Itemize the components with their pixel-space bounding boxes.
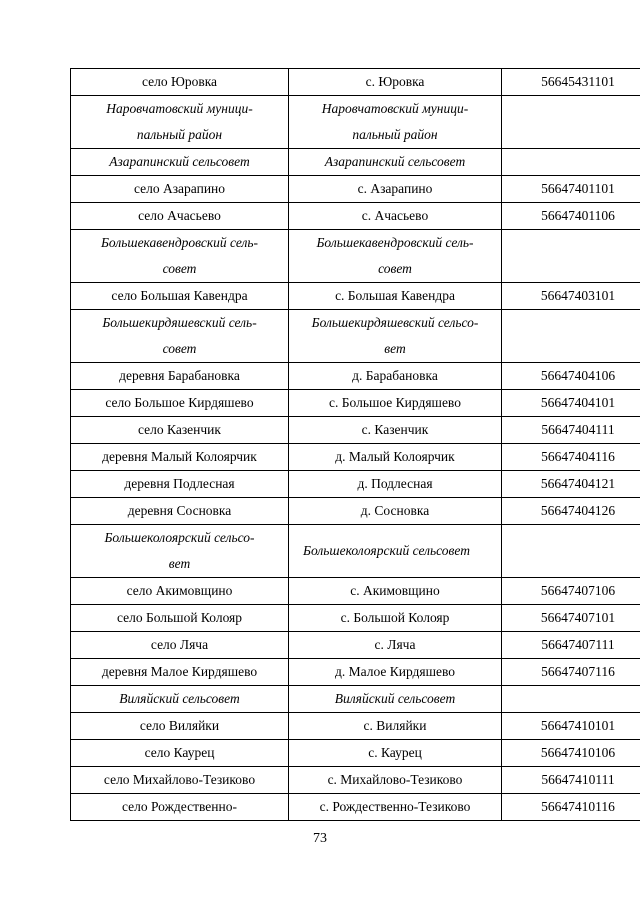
cell-text-line: Наровчатовский муници- — [106, 101, 253, 116]
table-row — [71, 767, 640, 794]
settlement-short-name-cell — [289, 686, 502, 713]
table-section-header-row — [71, 686, 640, 713]
table-section-header-row — [71, 149, 640, 176]
settlement-name-cell: село Ачасьево — [71, 203, 289, 230]
settlement-short-name-cell: с. Акимовщино — [289, 578, 502, 605]
oktmo-code-cell: 56647407111 — [502, 632, 640, 659]
settlement-name-cell: деревня Барабановка — [71, 363, 289, 390]
settlement-name-cell — [71, 149, 289, 176]
oktmo-code-cell: 56647401106 — [502, 203, 640, 230]
cell-text-line: пальный район — [352, 127, 438, 142]
cell-text-line: Азарапинский сельсовет — [324, 154, 466, 169]
settlement-name-cell: деревня Малый Колоярчик — [71, 444, 289, 471]
settlement-name-cell — [71, 96, 289, 149]
cell-text-line: Большекирдяшевский сельсо- — [311, 315, 479, 330]
settlement-name-cell: село Юровка — [71, 69, 289, 96]
settlement-name-cell: село Каурец — [71, 740, 289, 767]
page-number: 73 — [313, 831, 327, 846]
settlement-name-cell: село Большой Колояр — [71, 605, 289, 632]
cell-text-line: вет — [168, 556, 191, 571]
oktmo-code-cell: 56647403101 — [502, 283, 640, 310]
table-row — [71, 713, 640, 740]
oktmo-code-cell: 56647407106 — [502, 578, 640, 605]
settlement-short-name-cell: с. Казенчик — [289, 417, 502, 444]
oktmo-code-cell: 56647410101 — [502, 713, 640, 740]
settlement-short-name-cell: с. Азарапино — [289, 176, 502, 203]
settlement-short-name-cell: д. Малый Колоярчик — [289, 444, 502, 471]
settlement-short-name-cell: д. Сосновка — [289, 498, 502, 525]
cell-text-line: совет — [378, 261, 412, 276]
settlement-short-name-cell — [289, 525, 502, 578]
oktmo-code-cell: 56647404106 — [502, 363, 640, 390]
table-row — [71, 794, 640, 821]
settlement-short-name-cell: с. Большая Кавендра — [289, 283, 502, 310]
settlement-short-name-cell: д. Подлесная — [289, 471, 502, 498]
oktmo-code-cell — [502, 230, 640, 283]
oktmo-code-cell: 56647404111 — [502, 417, 640, 444]
settlement-short-name-cell: с. Большое Кирдяшево — [289, 390, 502, 417]
oktmo-code-cell: 56647407101 — [502, 605, 640, 632]
cell-text-line: Азарапинский сельсовет — [109, 154, 250, 169]
settlement-short-name-cell: д. Малое Кирдяшево — [289, 659, 502, 686]
table-body — [71, 69, 640, 821]
table-row — [71, 740, 640, 767]
settlement-name-cell — [71, 525, 289, 578]
table-row — [71, 363, 640, 390]
table-section-header-row — [71, 310, 640, 363]
settlement-short-name-cell: с. Михайлово-Тезиково — [289, 767, 502, 794]
settlement-short-name-cell: д. Барабановка — [289, 363, 502, 390]
settlement-short-name-cell: с. Рождественно-Тезиково — [289, 794, 502, 821]
settlement-name-cell: село Виляйки — [71, 713, 289, 740]
table-row — [71, 390, 640, 417]
table-row — [71, 605, 640, 632]
oktmo-code-cell — [502, 310, 640, 363]
settlement-name-cell: село Большая Кавендра — [71, 283, 289, 310]
settlement-name-cell: село Рождественно- — [71, 794, 289, 821]
oktmo-code-cell: 56647404126 — [502, 498, 640, 525]
table-row — [71, 176, 640, 203]
oktmo-code-cell: 56647407116 — [502, 659, 640, 686]
oktmo-code-cell — [502, 525, 640, 578]
settlement-name-cell: деревня Малое Кирдяшево — [71, 659, 289, 686]
settlement-short-name-cell — [289, 230, 502, 283]
cell-text-line: Виляйский сельсовет — [119, 691, 240, 706]
settlement-short-name-cell: с. Виляйки — [289, 713, 502, 740]
table-row — [71, 659, 640, 686]
settlement-short-name-cell: с. Ачасьево — [289, 203, 502, 230]
cell-text-line: Большеколоярский сельсо- — [104, 530, 255, 545]
settlement-name-cell — [71, 230, 289, 283]
settlement-name-cell: село Азарапино — [71, 176, 289, 203]
cell-text-line: Большекирдяшевский сель- — [102, 315, 257, 330]
cell-text-line: Большекавендровский сель- — [316, 235, 474, 250]
oktmo-code-cell: 56647410111 — [502, 767, 640, 794]
settlement-name-cell — [71, 686, 289, 713]
table-section-header-row — [71, 96, 640, 149]
settlement-name-cell: село Ляча — [71, 632, 289, 659]
table-row — [71, 444, 640, 471]
settlement-short-name-cell — [289, 310, 502, 363]
settlement-name-cell: село Казенчик — [71, 417, 289, 444]
table-row — [71, 203, 640, 230]
settlement-short-name-cell — [289, 149, 502, 176]
oktmo-code-cell — [502, 149, 640, 176]
settlement-name-cell: деревня Сосновка — [71, 498, 289, 525]
table-row — [71, 283, 640, 310]
settlement-short-name-cell — [289, 96, 502, 149]
table-row — [71, 578, 640, 605]
cell-text-line: вет — [384, 341, 406, 356]
cell-text-line: Большекавендровский сель- — [100, 235, 259, 250]
oktmo-code-cell: 56647410116 — [502, 794, 640, 821]
settlement-short-name-cell: с. Ляча — [289, 632, 502, 659]
cell-text-line: пальный район — [136, 127, 223, 142]
oktmo-code-cell: 56647404121 — [502, 471, 640, 498]
oktmo-code-cell: 56647404116 — [502, 444, 640, 471]
table-row — [71, 417, 640, 444]
settlement-name-cell — [71, 310, 289, 363]
settlement-name-cell: село Михайлово-Тезиково — [71, 767, 289, 794]
cell-text-line: Наровчатовский муници- — [321, 101, 469, 116]
oktmo-code-cell: 56647401101 — [502, 176, 640, 203]
cell-text-line: совет — [162, 341, 197, 356]
settlements-table — [70, 68, 640, 821]
settlement-short-name-cell: с. Юровка — [289, 69, 502, 96]
settlement-name-cell: деревня Подлесная — [71, 471, 289, 498]
table-section-header-row — [71, 230, 640, 283]
oktmo-code-cell: 56645431101 — [502, 69, 640, 96]
table-row — [71, 69, 640, 96]
oktmo-code-cell — [502, 96, 640, 149]
table-row — [71, 471, 640, 498]
table-row — [71, 632, 640, 659]
table-section-header-row — [71, 525, 640, 578]
oktmo-code-cell — [502, 686, 640, 713]
table-row — [71, 498, 640, 525]
settlement-short-name-cell: с. Большой Колояр — [289, 605, 502, 632]
cell-text-line: совет — [162, 261, 197, 276]
settlement-name-cell: село Большое Кирдяшево — [71, 390, 289, 417]
settlement-short-name-cell: с. Каурец — [289, 740, 502, 767]
settlement-name-cell: село Акимовщино — [71, 578, 289, 605]
cell-text-line: Виляйский сельсовет — [334, 691, 456, 706]
oktmo-code-cell: 56647410106 — [502, 740, 640, 767]
cell-text-line: Большеколоярский сельсовет — [303, 543, 470, 558]
oktmo-code-cell: 56647404101 — [502, 390, 640, 417]
